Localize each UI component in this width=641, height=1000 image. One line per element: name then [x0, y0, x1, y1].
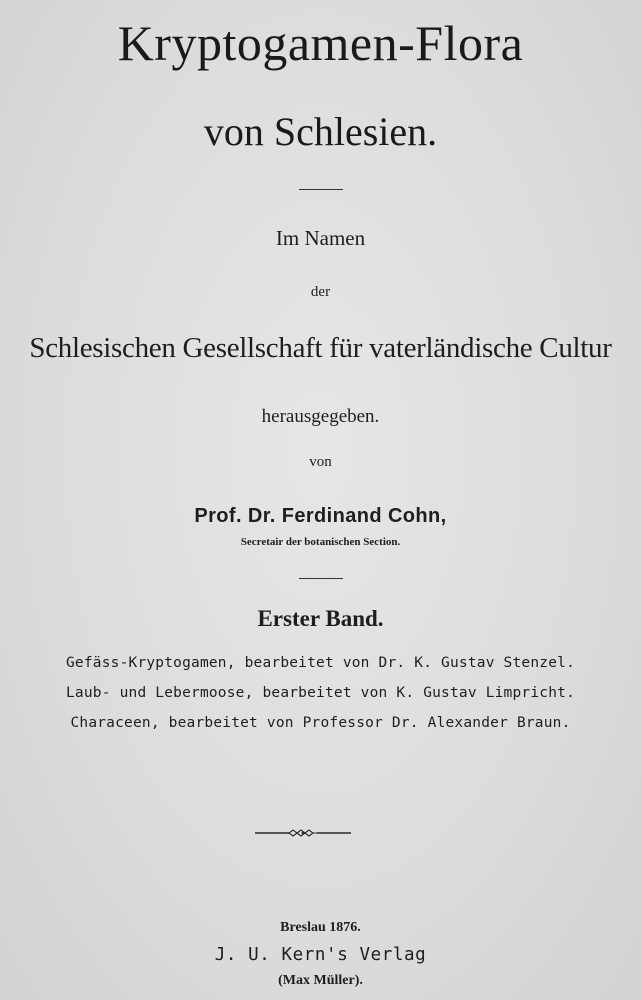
imprimatur-line-2: der — [310, 284, 331, 300]
author-name: Prof. Dr. Ferdinand Cohn, — [194, 505, 447, 527]
imprimatur-line-4: von — [309, 454, 332, 470]
imprint-publisher-note: (Max Müller). — [278, 973, 363, 988]
volume-title: Erster Band. — [257, 606, 384, 631]
book-title: Kryptogamen-Flora — [117, 15, 524, 71]
divider-rule — [299, 578, 343, 579]
society-name: Schlesischen Gesellschaft für vaterländische Cultur — [29, 332, 612, 364]
contents-line: Laub- und Lebermoose, bearbeitet von K. Gustav Limpricht. — [66, 685, 575, 701]
contents-line: Characeen, bearbeitet von Professor Dr. Alexander Braun. — [70, 715, 571, 731]
contents-line: Gefäss-Kryptogamen, bearbeitet von Dr. K. Gustav Stenzel. — [66, 655, 575, 671]
book-subtitle: von Schlesien. — [203, 109, 438, 154]
imprint-publisher: J. U. Kern's Verlag — [214, 945, 427, 965]
imprint-place-year: Breslau 1876. — [280, 920, 361, 935]
ornament-icon — [255, 828, 351, 838]
imprimatur-line-3: herausgegeben. — [261, 406, 380, 427]
author-role: Secretair der botanischen Section. — [240, 536, 401, 548]
divider-rule — [299, 189, 343, 190]
imprimatur-line-1: Im Namen — [275, 226, 366, 250]
